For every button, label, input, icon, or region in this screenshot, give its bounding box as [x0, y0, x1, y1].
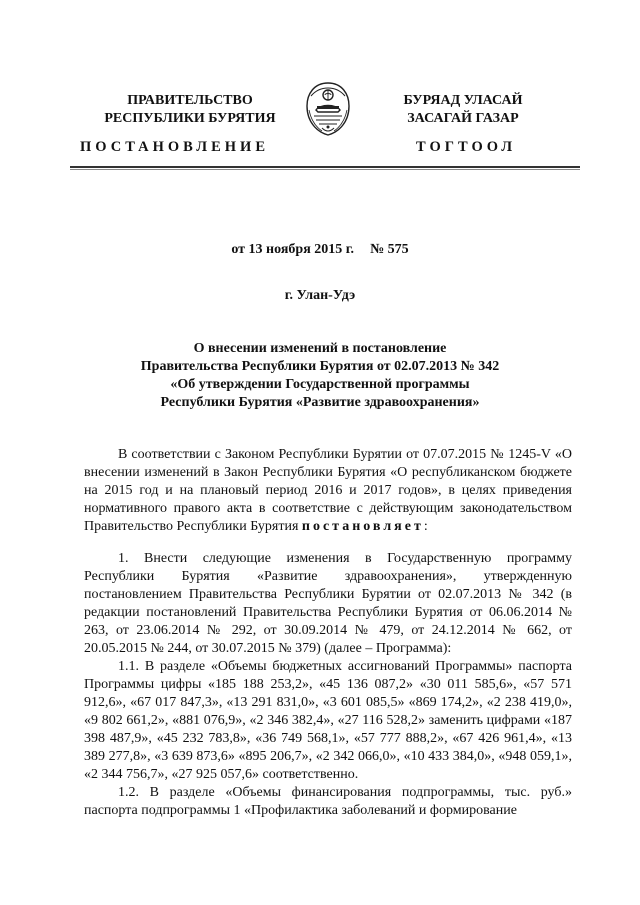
coat-of-arms-icon	[302, 80, 354, 138]
title-line4: Республики Бурятия «Развитие здравоохранения»	[160, 395, 480, 410]
header-right	[378, 92, 548, 128]
decree-title-bua: ТОГТООЛ	[416, 139, 517, 155]
date-line	[0, 242, 640, 258]
title-line2: Правительства Республики Бурятия от 02.07.2013 № 342	[140, 359, 500, 374]
header-left-line2: РЕСПУБЛИКИ БУРЯТИЯ	[104, 111, 276, 126]
city: г. Улан-Удэ	[284, 288, 356, 303]
preamble-colon: :	[423, 519, 428, 534]
item-1-1-paragraph: 1.1. В разделе «Объемы бюджетных ассигнований Программы» паспорта Программы цифры «185 188 253,2», «45 136 087,2» «30 011 585,6», «57 571 912,6», «67 017 847,3», «13 291 831,0», «3 601 085,5» «869 174,2», «2 238 419,0», «9 802 661,2», «881 076,9», «2 346 382,4», «27 116 528,2» заменить цифрами «187 398 487,9», «45 232 783,8», «36 749 568,1», «57 777 888,2», «67 426 961,4», «13 389 277,8», «3 639 873,6» «895 206,7», «2 342 066,0», «10 433 384,0», «948 059,1», «2 344 756,7», «27 925 057,6» соответственно.	[84, 659, 572, 782]
decree-number: № 575	[370, 242, 409, 257]
title-line3: «Об утверждении Государственной программы	[170, 377, 470, 392]
header-divider-thin	[70, 169, 580, 170]
decree-date: от 13 ноября 2015 г.	[231, 242, 355, 257]
decree-title-ru: ПОСТАНОВЛЕНИЕ	[80, 139, 270, 155]
item-1-2-paragraph: 1.2. В разделе «Объемы финансирования подпрограммы, тыс. руб.» паспорта подпрограммы 1 «Профилактика заболеваний и формирование	[84, 785, 572, 818]
header-left-line1: ПРАВИТЕЛЬСТВО	[127, 93, 253, 108]
preamble-keyword: постановляет	[301, 519, 424, 534]
document-body	[84, 446, 572, 820]
item-1-paragraph: 1. Внести следующие изменения в Государственную программу Республики Бурятия «Развитие здравоохранения», утвержденную постановлением Правительства Республики Бурятии от 02.07.2013 № 342 (в редакции постановлений Правительства Республики Бурятия от 06.06.2014 № 263, от 23.06.2014 № 292, от 30.09.2014 № 479, от 24.12.2014 № 662, от 20.05.2015 № 244, от 30.07.2015 № 379) (далее – Программа):	[84, 551, 572, 656]
header-left	[90, 92, 290, 128]
preamble-text: В соответствии с Законом Республики Бурятии от 07.07.2015 № 1245-V «О внесении изменений в Закон Республики Бурятия «О республиканском бюджете на 2015 год и на плановый период 2016 и 2017 годов», в целях приведения нормативного правого акта в соответствие с действующим законодательством Правительство Республики Бурятия	[84, 447, 572, 534]
title-line1: О внесении изменений в постановление	[193, 341, 447, 356]
decree-title	[90, 340, 550, 412]
preamble-paragraph	[84, 446, 572, 536]
header-right-line2: ЗАСАГАЙ ГАЗАР	[407, 111, 519, 126]
header-divider	[70, 166, 580, 168]
header-right-line1: БУРЯАД УЛАСАЙ	[403, 93, 523, 108]
